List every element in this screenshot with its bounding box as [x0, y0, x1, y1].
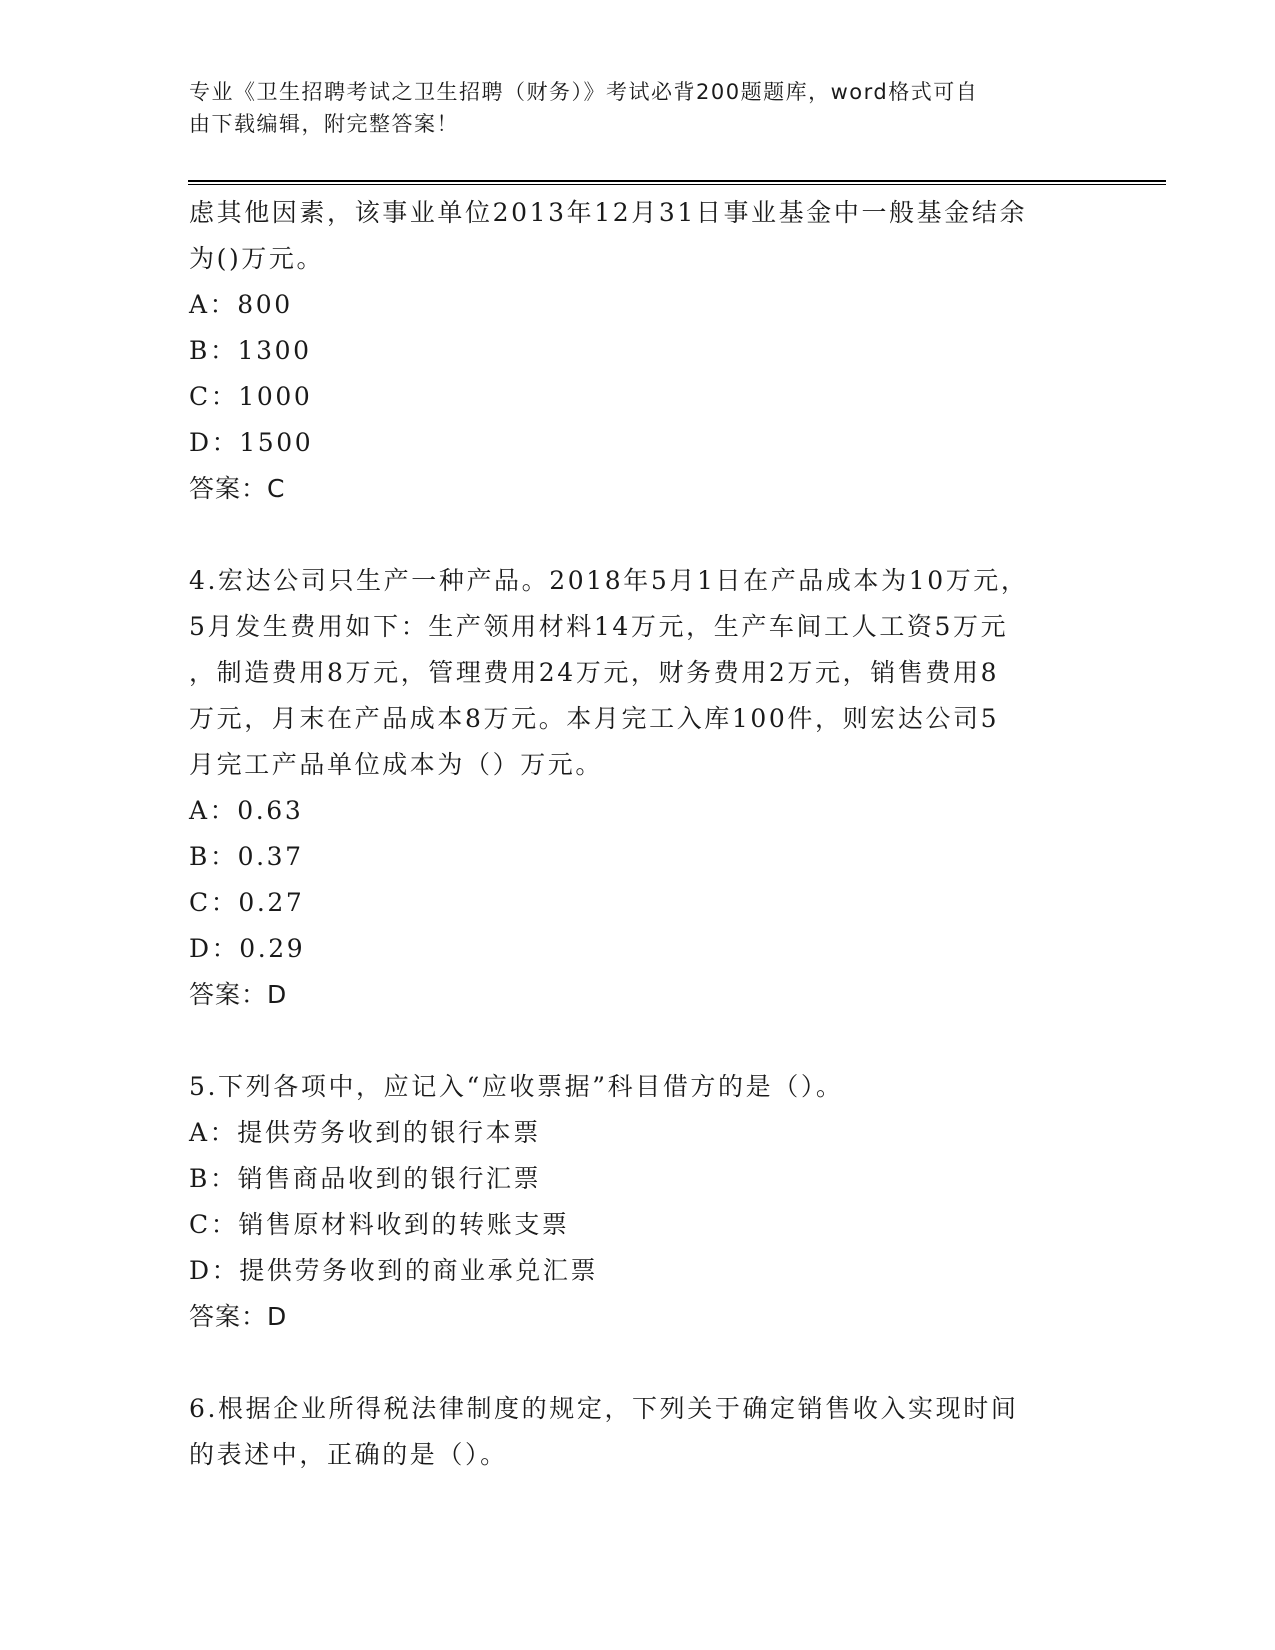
question-stem-line: 6.根据企业所得税法律制度的规定，下列关于确定销售收入实现时间: [189, 1394, 1019, 1423]
answer-label: 答案：D: [189, 1302, 288, 1331]
question-stem-line: 月完工产品单位成本为（）万元。: [189, 750, 604, 779]
option-b: B：0.37: [189, 842, 304, 871]
question-4: [189, 558, 1089, 1018]
question-3: [189, 190, 1089, 512]
option-d: D：0.29: [189, 934, 306, 963]
question-stem-line: 万元，月末在产品成本8万元。本月完工入库100件，则宏达公司5: [189, 704, 1000, 733]
option-d: D：提供劳务收到的商业承兑汇票: [189, 1256, 599, 1285]
header-line-2: 由下载编辑，附完整答案！: [189, 112, 459, 136]
question-spacer: [189, 1340, 1089, 1386]
option-d: D：1500: [189, 428, 314, 457]
option-b: B：销售商品收到的银行汇票: [189, 1164, 542, 1193]
document-body: [189, 190, 1089, 1478]
question-6: [189, 1386, 1089, 1478]
option-a: A：800: [189, 290, 293, 319]
question-stem-line: ，制造费用8万元，管理费用24万元，财务费用2万元，销售费用8: [189, 658, 1000, 687]
question-spacer: [189, 512, 1089, 558]
question-stem-line: 虑其他因素，该事业单位2013年12月31日事业基金中一般基金结余: [189, 198, 1028, 227]
option-c: C：销售原材料收到的转账支票: [189, 1210, 570, 1239]
question-stem-line: 4.宏达公司只生产一种产品。2018年5月1日在产品成本为10万元，: [189, 566, 1029, 595]
option-a: A：0.63: [189, 796, 304, 825]
question-spacer: [189, 1018, 1089, 1064]
header-line-1: 专业《卫生招聘考试之卫生招聘（财务）》考试必背200题题库，word格式可自: [189, 80, 979, 104]
option-b: B：1300: [189, 336, 312, 365]
answer-label: 答案：C: [189, 474, 286, 503]
question-5: [189, 1064, 1089, 1340]
answer-label: 答案：D: [189, 980, 288, 1009]
question-stem-line: 为()万元。: [189, 244, 325, 273]
question-stem-line: 5月发生费用如下：生产领用材料14万元，生产车间工人工资5万元: [189, 612, 1009, 641]
header-divider-thick: [188, 180, 1166, 182]
question-stem-line: 的表述中，正确的是（）。: [189, 1440, 508, 1469]
document-header: [189, 76, 1089, 140]
option-c: C：1000: [189, 382, 313, 411]
option-c: C：0.27: [189, 888, 305, 917]
question-stem-line: 5.下列各项中，应记入“应收票据”科目借方的是（）。: [189, 1072, 844, 1101]
header-divider-thin: [188, 184, 1166, 185]
option-a: A：提供劳务收到的银行本票: [189, 1118, 541, 1147]
